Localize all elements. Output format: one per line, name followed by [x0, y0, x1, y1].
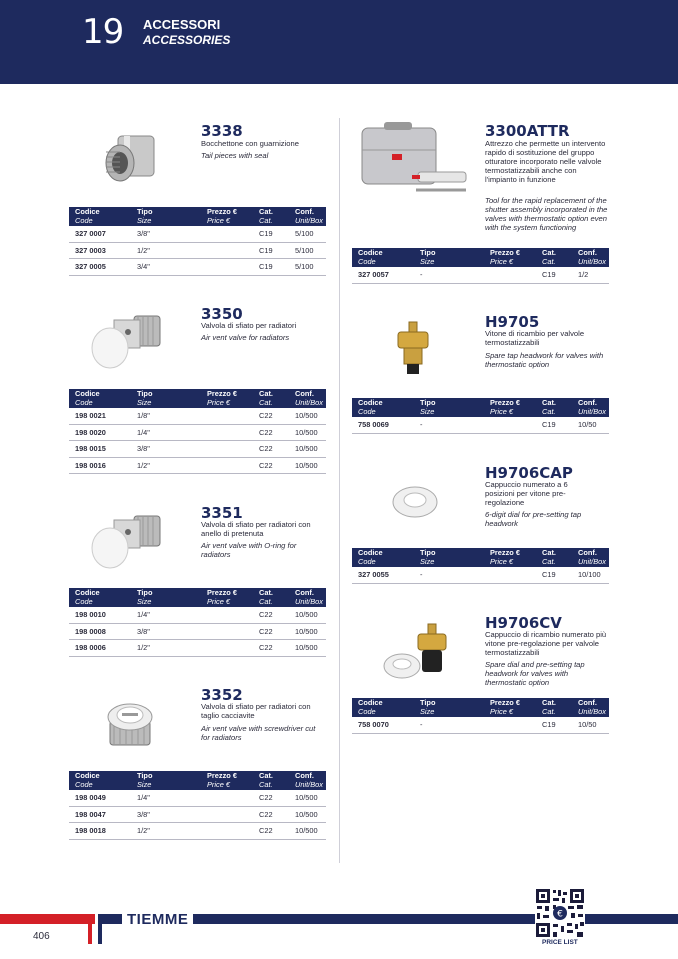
table-cell: C19	[536, 417, 572, 433]
product-desc-it: Cappuccio di ricambio numerato più vitone pre-regolazione per valvole termostatizzabili	[485, 630, 607, 657]
table-cell: 3/8"	[131, 623, 201, 640]
column-header: Prezzo € Price €	[201, 207, 253, 226]
table-header-row	[69, 588, 326, 607]
table-cell: 327 0007	[69, 226, 131, 242]
column-header: Tipo Size	[131, 207, 201, 226]
table-header-row	[352, 398, 609, 417]
product-table	[69, 207, 326, 276]
table-row	[69, 607, 326, 623]
column-header: Conf. Unit/Box	[572, 548, 609, 567]
table-cell: 10/500	[289, 408, 326, 424]
column-divider	[339, 118, 340, 863]
table-header-row	[69, 771, 326, 790]
brand-logo: TIEMME	[122, 911, 193, 928]
column-header: Cat. Cat.	[253, 588, 289, 607]
table-cell: 198 0016	[69, 457, 131, 474]
product-desc-it: Valvola di sfiato per radiatori con taglio cacciavite	[201, 702, 311, 720]
table-cell: C22	[253, 823, 289, 840]
table-cell: 198 0015	[69, 441, 131, 458]
table-cell: 10/50	[572, 717, 609, 733]
air-vent-valve-oring-image	[90, 510, 166, 572]
table-cell: 198 0021	[69, 408, 131, 424]
table-cell	[201, 790, 253, 806]
table-row	[69, 457, 326, 474]
column-header: Prezzo € Price €	[201, 588, 253, 607]
table-cell: C22	[253, 806, 289, 823]
table-cell	[201, 457, 253, 474]
table-cell: 10/500	[289, 790, 326, 806]
table-cell	[201, 607, 253, 623]
table-cell: C22	[253, 623, 289, 640]
product-code: 3351	[201, 504, 243, 522]
page-header	[0, 0, 678, 84]
table-cell	[484, 717, 536, 733]
product-desc-en: Air vent valve with screwdriver cut for radiators	[201, 724, 316, 742]
table-cell: 1/4"	[131, 790, 201, 806]
table-cell: C19	[253, 242, 289, 259]
column-header: Tipo Size	[414, 398, 484, 417]
table-cell: 198 0010	[69, 607, 131, 623]
table-cell	[201, 623, 253, 640]
table-cell: 198 0049	[69, 790, 131, 806]
column-header: Codice Code	[352, 698, 414, 717]
qr-label: PRICE LIST	[542, 939, 578, 946]
table-row	[69, 259, 326, 276]
table-cell	[484, 417, 536, 433]
table-row	[352, 417, 609, 433]
qr-code-icon[interactable]	[535, 888, 585, 938]
product-table	[69, 389, 326, 474]
table-cell: C22	[253, 607, 289, 623]
column-header: Prezzo € Price €	[484, 398, 536, 417]
table-row	[69, 226, 326, 242]
product-code: 3300ATTR	[485, 122, 570, 140]
table-cell: C19	[253, 259, 289, 276]
table-cell: -	[414, 567, 484, 583]
product-code: H9706CV	[485, 614, 562, 632]
replacement-tool-kit-image	[358, 120, 472, 200]
table-cell: 10/500	[289, 457, 326, 474]
table-header-row	[69, 207, 326, 226]
table-cell	[201, 640, 253, 657]
table-cell: C19	[253, 226, 289, 242]
column-header: Conf. Unit/Box	[572, 398, 609, 417]
section-title-it: ACCESSORI	[143, 17, 221, 32]
table-cell	[201, 424, 253, 441]
table-cell: C22	[253, 441, 289, 458]
table-cell: 5/100	[289, 259, 326, 276]
product-desc-it: Bocchettone con guarnizione	[201, 139, 299, 148]
column-header: Tipo Size	[414, 548, 484, 567]
table-cell: 3/4"	[131, 259, 201, 276]
table-row	[69, 806, 326, 823]
column-header: Prezzo € Price €	[484, 248, 536, 267]
table-header-row	[352, 548, 609, 567]
table-cell: 1/2"	[131, 242, 201, 259]
table-cell: 1/8"	[131, 408, 201, 424]
table-cell: 10/500	[289, 823, 326, 840]
table-row	[69, 242, 326, 259]
table-row	[69, 823, 326, 840]
column-header: Conf. Unit/Box	[289, 588, 326, 607]
table-cell: C19	[536, 717, 572, 733]
table-cell: 5/100	[289, 226, 326, 242]
product-desc-en: Spare tap headwork for valves with thermostatic option	[485, 351, 604, 369]
table-cell: 3/8"	[131, 806, 201, 823]
table-cell: 327 0003	[69, 242, 131, 259]
product-table	[352, 548, 609, 584]
product-code: H9705	[485, 313, 540, 331]
table-cell: 198 0020	[69, 424, 131, 441]
table-cell: 758 0070	[352, 717, 414, 733]
product-desc-en: 6-digit dial for pre-setting tap headwork	[485, 510, 582, 528]
column-header: Prezzo € Price €	[201, 389, 253, 408]
table-cell: 1/2	[572, 267, 609, 283]
column-header: Codice Code	[352, 548, 414, 567]
table-cell: -	[414, 267, 484, 283]
column-header: Codice Code	[352, 398, 414, 417]
product-code: H9706CAP	[485, 464, 573, 482]
column-header: Conf. Unit/Box	[289, 771, 326, 790]
table-cell: C22	[253, 640, 289, 657]
product-table	[69, 771, 326, 840]
table-cell: 198 0008	[69, 623, 131, 640]
table-cell: 10/100	[572, 567, 609, 583]
table-cell	[201, 806, 253, 823]
table-cell	[201, 823, 253, 840]
column-header: Cat. Cat.	[536, 548, 572, 567]
product-code: 3338	[201, 122, 243, 140]
table-cell: C19	[536, 567, 572, 583]
column-header: Codice Code	[69, 588, 131, 607]
table-cell	[201, 242, 253, 259]
table-cell: 3/8"	[131, 226, 201, 242]
column-header: Cat. Cat.	[536, 398, 572, 417]
table-cell	[201, 408, 253, 424]
table-cell: 1/2"	[131, 457, 201, 474]
table-cell: 10/500	[289, 623, 326, 640]
column-header: Conf. Unit/Box	[572, 698, 609, 717]
table-row	[69, 623, 326, 640]
screwdriver-vent-valve-image	[100, 695, 160, 751]
table-row	[69, 790, 326, 806]
table-cell: 327 0055	[352, 567, 414, 583]
table-cell: 10/50	[572, 417, 609, 433]
section-title-en: ACCESSORIES	[143, 33, 231, 47]
table-cell: -	[414, 417, 484, 433]
product-table	[352, 248, 609, 284]
table-cell: 5/100	[289, 242, 326, 259]
table-header-row	[69, 389, 326, 408]
table-cell	[201, 259, 253, 276]
svg-text:€: €	[557, 909, 563, 920]
column-header: Tipo Size	[414, 698, 484, 717]
table-cell: C22	[253, 790, 289, 806]
table-cell: 198 0006	[69, 640, 131, 657]
product-desc-en: Air vent valve with O-ring for radiators	[201, 541, 297, 559]
product-desc-it: Cappuccio numerato a 6 posizioni per vitone pre-regolazione	[485, 480, 568, 507]
column-header: Tipo Size	[131, 389, 201, 408]
dial-and-headwork-image	[380, 622, 464, 684]
product-code: 3350	[201, 305, 243, 323]
footer-red-bar	[0, 914, 95, 924]
table-cell: 10/500	[289, 424, 326, 441]
product-desc-en: Air vent valve for radiators	[201, 333, 290, 342]
table-cell: 10/500	[289, 441, 326, 458]
table-cell: C22	[253, 457, 289, 474]
column-header: Cat. Cat.	[253, 389, 289, 408]
air-vent-valve-image	[90, 310, 166, 372]
column-header: Cat. Cat.	[253, 207, 289, 226]
table-cell	[484, 267, 536, 283]
product-desc-it: Valvola di sfiato per radiatori con anello di pretenuta	[201, 520, 311, 538]
table-cell: -	[414, 717, 484, 733]
tail-piece-image	[100, 130, 162, 190]
table-cell: 10/500	[289, 607, 326, 623]
column-header: Tipo Size	[414, 248, 484, 267]
column-header: Cat. Cat.	[253, 771, 289, 790]
table-row	[352, 267, 609, 283]
table-cell: 198 0018	[69, 823, 131, 840]
table-cell: 1/2"	[131, 640, 201, 657]
column-header: Prezzo € Price €	[201, 771, 253, 790]
table-row	[69, 424, 326, 441]
product-code: 3352	[201, 686, 243, 704]
spare-tap-headwork-image	[390, 320, 436, 380]
table-cell: 1/4"	[131, 607, 201, 623]
page-number: 406	[33, 931, 50, 942]
table-cell	[484, 567, 536, 583]
table-cell	[201, 226, 253, 242]
table-cell: 327 0005	[69, 259, 131, 276]
table-cell: C22	[253, 408, 289, 424]
column-header: Codice Code	[69, 771, 131, 790]
table-cell: 327 0057	[352, 267, 414, 283]
table-cell: 3/8"	[131, 441, 201, 458]
table-cell: 198 0047	[69, 806, 131, 823]
product-desc-it: Valvola di sfiato per radiatori	[201, 321, 297, 330]
product-desc-en: Spare dial and pre-setting tap headwork for valves with thermostatic option	[485, 660, 585, 687]
table-cell: 10/500	[289, 806, 326, 823]
table-cell: 758 0069	[352, 417, 414, 433]
table-cell: C22	[253, 424, 289, 441]
column-header: Cat. Cat.	[536, 698, 572, 717]
column-header: Codice Code	[69, 207, 131, 226]
table-cell: 1/4"	[131, 424, 201, 441]
footer-hook	[88, 914, 102, 944]
table-row	[69, 441, 326, 458]
table-cell: 10/500	[289, 640, 326, 657]
product-desc-en: Tail pieces with seal	[201, 151, 269, 160]
table-header-row	[352, 698, 609, 717]
table-header-row	[352, 248, 609, 267]
column-header: Cat. Cat.	[536, 248, 572, 267]
table-cell: C19	[536, 267, 572, 283]
table-row	[69, 408, 326, 424]
table-row	[69, 640, 326, 657]
table-cell: 1/2"	[131, 823, 201, 840]
column-header: Codice Code	[69, 389, 131, 408]
column-header: Tipo Size	[131, 771, 201, 790]
chapter-number: 19	[82, 12, 124, 52]
column-header: Codice Code	[352, 248, 414, 267]
product-desc-it: Vitone di ricambio per valvole termostatizzabili	[485, 329, 585, 347]
column-header: Prezzo € Price €	[484, 548, 536, 567]
product-table	[352, 698, 609, 734]
product-desc-it: Attrezzo che permette un intervento rapido di sostituzione del gruppo otturatore incorporato nelle valvole termostatizzabili anche con l'impianto in funzione	[485, 139, 606, 184]
column-header: Prezzo € Price €	[484, 698, 536, 717]
column-header: Conf. Unit/Box	[289, 389, 326, 408]
table-row	[352, 567, 609, 583]
column-header: Tipo Size	[131, 588, 201, 607]
column-header: Conf. Unit/Box	[572, 248, 609, 267]
table-cell	[201, 441, 253, 458]
product-table	[352, 398, 609, 434]
column-header: Conf. Unit/Box	[289, 207, 326, 226]
table-row	[352, 717, 609, 733]
product-table	[69, 588, 326, 657]
product-desc-en: Tool for the rapid replacement of the shutter assembly incorporated in the valves with thermostatic option even with the system functioning	[485, 196, 608, 232]
preset-dial-cap-image	[390, 482, 440, 520]
